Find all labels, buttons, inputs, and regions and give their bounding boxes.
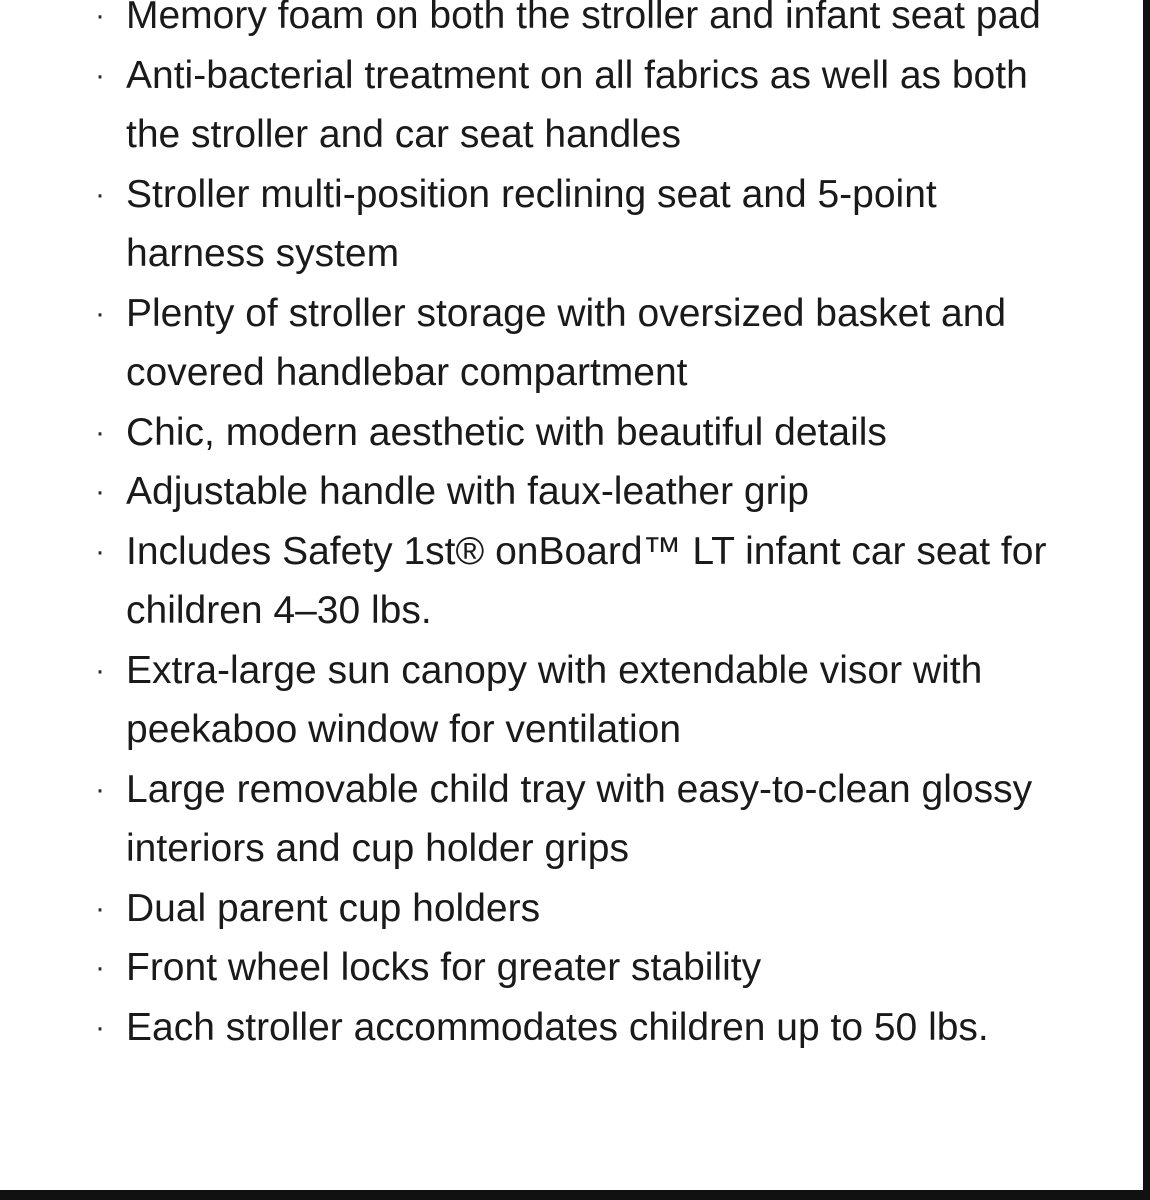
list-item [0, 760, 1100, 879]
list-item [0, 403, 1100, 463]
list-item [0, 462, 1100, 522]
list-item-text: Extra-large sun canopy with extendable visor with peekaboo window for ventilation [126, 648, 983, 751]
list-item [0, 879, 1100, 939]
list-item-text: Dual parent cup holders [126, 886, 541, 930]
list-item [0, 998, 1100, 1058]
bullet-icon: · [95, 534, 105, 568]
bullet-icon: · [95, 772, 105, 806]
right-border [1143, 0, 1150, 1200]
list-item-text: Chic, modern aesthetic with beautiful details [126, 410, 887, 454]
list-item [0, 938, 1100, 998]
list-item-text: Each stroller accommodates children up to 50 lbs. [126, 1005, 989, 1049]
list-item [0, 46, 1100, 165]
bottom-border [0, 1190, 1150, 1200]
list-item-text: Plenty of stroller storage with oversized basket and covered handlebar compartment [126, 291, 1007, 394]
list-item-text: Stroller multi-position reclining seat and 5-point harness system [126, 172, 937, 275]
list-item-text: Includes Safety 1st® onBoard™ LT infant car seat for children 4–30 lbs. [126, 529, 1047, 632]
list-item-text: Front wheel locks for greater stability [126, 946, 762, 989]
bullet-icon: · [95, 891, 105, 925]
list-item [0, 641, 1100, 760]
list-item [0, 522, 1100, 641]
bullet-icon: · [95, 177, 105, 211]
list-item [0, 0, 1100, 46]
list-item [0, 284, 1100, 403]
list-item-text: Large removable child tray with easy-to-clean glossy interiors and cup holder grips [126, 767, 1033, 870]
bullet-icon: · [95, 475, 105, 508]
list-item-text: Anti-bacterial treatment on all fabrics as well as both the stroller and car seat handles [126, 53, 1028, 156]
bullet-icon: · [95, 951, 105, 984]
list-item [0, 165, 1100, 284]
bullet-icon: · [95, 415, 105, 449]
list-item-text: Adjustable handle with faux-leather grip [126, 470, 809, 513]
bullet-icon: · [95, 1010, 105, 1044]
bullet-icon: · [95, 653, 105, 687]
bullet-icon: · [95, 58, 105, 92]
bullet-icon: · [95, 296, 105, 330]
list-item-text: Memory foam on both the stroller and infant seat pad [126, 0, 1041, 37]
bullet-icon: · [95, 0, 105, 32]
